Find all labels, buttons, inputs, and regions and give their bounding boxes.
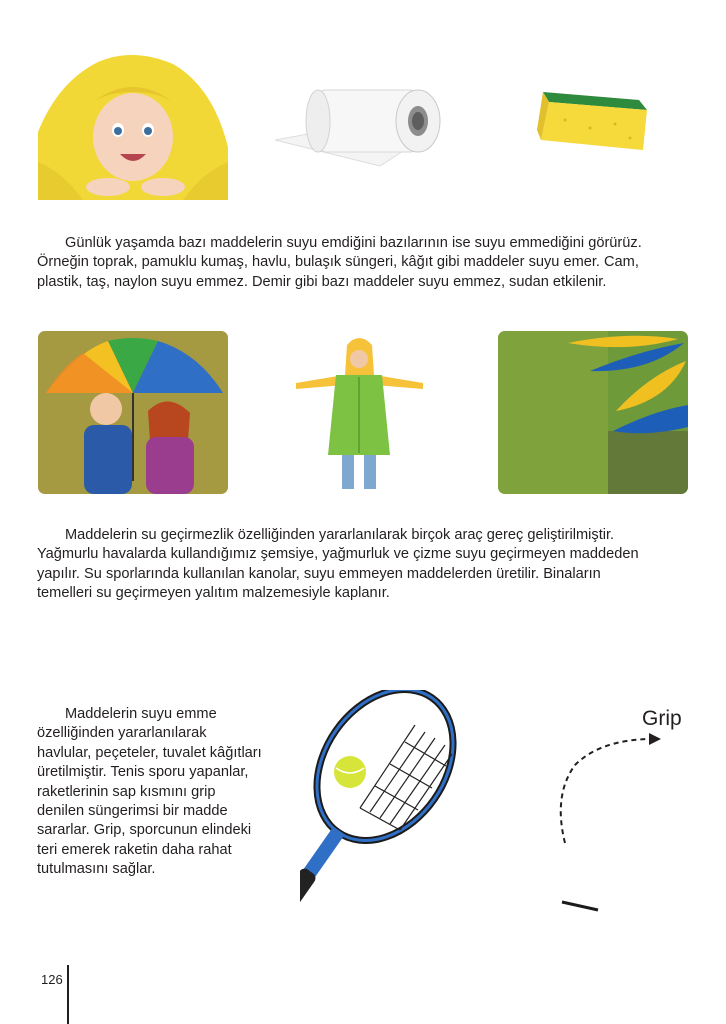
text-line: üretilmiştir. Tenis sporu yapanlar, [37,764,249,781]
sponge-photo [535,80,655,165]
text-line: temelleri su geçirmeyen yalıtım malzemesiyle kaplanır. [37,585,390,602]
baby-towel-photo [38,52,228,200]
text-line: Maddelerin su geçirmezlik özelliğinden yararlanılarak birçok araç gereç geliştirilmiştir. [65,527,615,543]
paragraph-water-absorption [37,234,697,292]
text-line: sararlar. Grip, sporcunun elindeki [37,822,252,839]
children-umbrella-photo [38,331,228,494]
kayaks-water-photo [498,331,688,494]
text-line: tutulmasını sağlar. [37,861,156,878]
grip-label: Grip [642,707,682,730]
page-number: 126 [41,972,63,987]
paragraph-tennis-grip [37,705,287,880]
grip-arrow [545,725,665,845]
text-line: Yağmurlu havalarda kullandığımız şemsiye, yağmurluk ve çizme suyu geçirmeyen maddeden [37,546,639,563]
text-line: Maddelerin suyu emme [65,706,217,722]
text-line: özelliğinden yararlanılarak [37,725,207,742]
text-line: raketlerinin sap kısmını grip [37,783,216,800]
text-line: Günlük yaşamda bazı maddelerin suyu emdiğini bazılarının ise suyu emmediğini görürüz. [65,235,642,251]
paper-towel-roll-photo [270,78,445,170]
text-line: plastik, taş, naylon suyu emmez. Demir gibi bazı maddeler suyu emmez, sudan etkilenir. [37,273,607,290]
text-line: Örneğin toprak, pamuklu kumaş, havlu, bulaşık süngeri, kâğıt gibi maddeler suyu emer. Cam, [37,254,639,271]
page-divider [67,965,69,1024]
text-line: teri emerek raketin daha rahat [37,841,232,858]
child-raincoat-photo [292,335,427,495]
text-line: denilen süngerimsi bir madde [37,803,228,820]
text-line: yapılır. Su sporlarında kullanılan kanolar, suyu emmeyen maddelerden üretilir. Binaların [37,565,601,582]
paragraph-waterproof [37,526,697,604]
text-line: havlular, peçeteler, tuvalet kâğıtları [37,744,262,761]
